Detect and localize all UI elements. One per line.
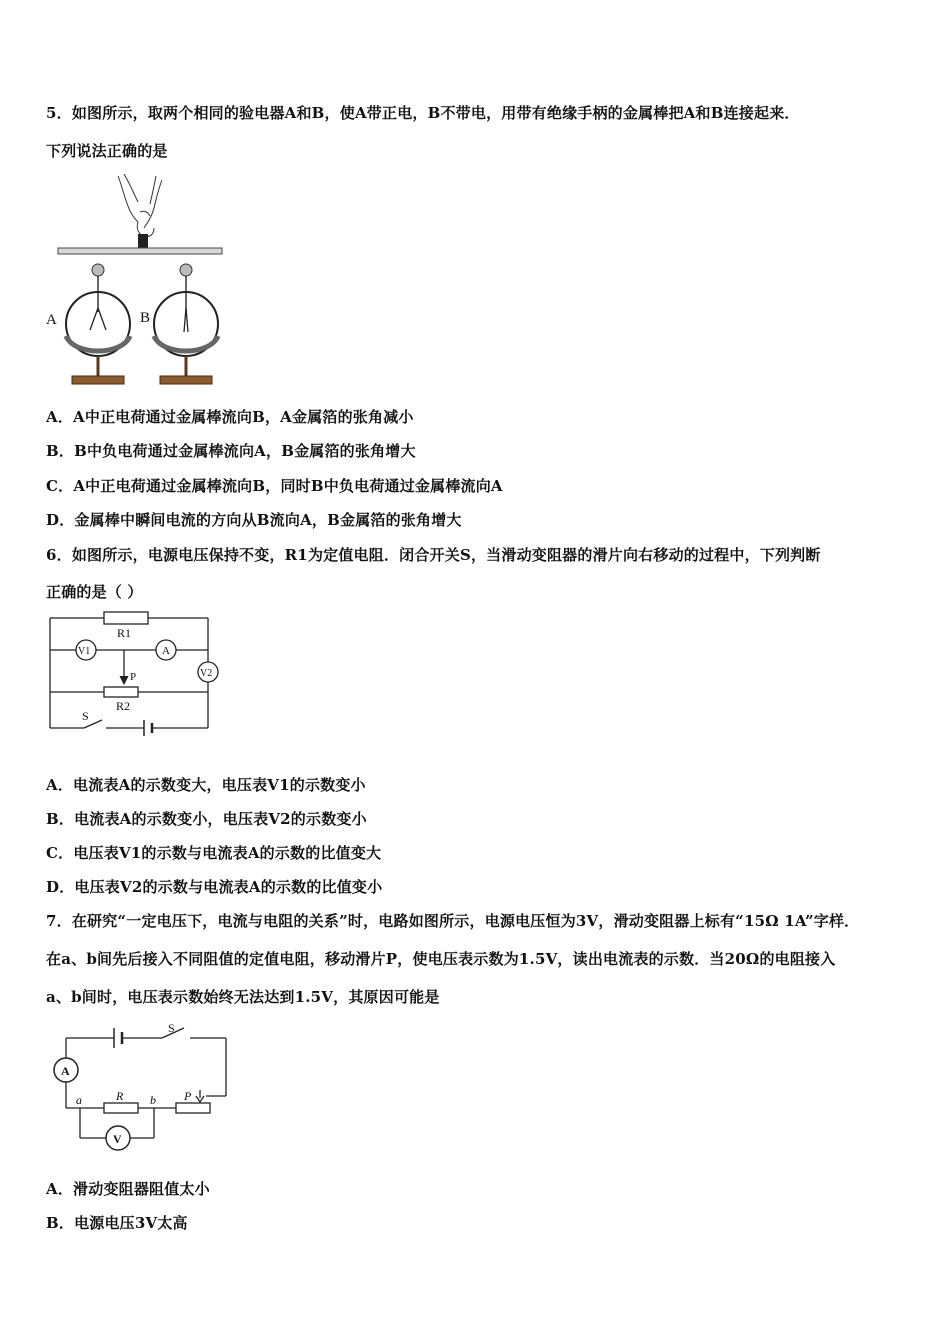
- q7-rheostat: [176, 1103, 210, 1113]
- q5-option-d: D．金属棒中瞬间电流的方向从B流向A，B金属箔的张角增大: [46, 511, 462, 529]
- q7-a-label: a: [76, 1093, 82, 1107]
- hand-illustration: [118, 174, 162, 237]
- q7-option-a: A．滑动变阻器阻值太小: [46, 1180, 210, 1198]
- q5-option-a: A．A中正电荷通过金属棒流向B，A金属箔的张角减小: [46, 408, 414, 426]
- q7-stem-line-3: a、b间时，电压表示数始终无法达到1.5V，其原因可能是: [46, 988, 440, 1006]
- q6-option-c: C．电压表V1的示数与电流表A的示数的比值变大: [46, 844, 382, 862]
- electroscope-a: [66, 264, 130, 384]
- q6-option-b: B．电流表A的示数变小，电压表V2的示数变小: [46, 810, 367, 828]
- q5-stem-line-1: 5．如图所示，取两个相同的验电器A和B，使A带正电，B不带电，用带有绝缘手柄的金属棒把A和B连接起来．: [46, 104, 800, 122]
- q7-slider-arrow: [196, 1090, 204, 1102]
- r1-label: R1: [117, 626, 132, 640]
- electroscope-b: [154, 264, 218, 384]
- electroscope-a-label: A: [46, 312, 57, 328]
- q7-ammeter-label: A: [61, 1064, 70, 1078]
- q5-option-b: B．B中负电荷通过金属棒流向A，B金属箔的张角增大: [46, 442, 416, 460]
- q6-circuit-figure: [44, 610, 224, 736]
- q6-option-d: D．电压表V2的示数与电流表A的示数的比值变小: [46, 878, 383, 896]
- q6-stem-line-1: 6．如图所示，电源电压保持不变，R1为定值电阻．闭合开关S，当滑动变阻器的滑片向右移动的过程中，下列判断: [46, 546, 821, 564]
- q7-circuit-figure: [50, 1020, 236, 1156]
- q6-stem-line-2: 正确的是（ ）: [46, 583, 143, 601]
- s-label: S: [82, 709, 89, 723]
- insulating-handle: [138, 234, 148, 248]
- q7-r-label: R: [116, 1089, 124, 1103]
- r2-label: R2: [116, 699, 131, 713]
- q7-option-b: B．电源电压3V太高: [46, 1214, 188, 1232]
- q6-option-a: A．电流表A的示数变大，电压表V1的示数变小: [46, 776, 366, 794]
- ammeter-a-label: A: [162, 645, 170, 657]
- q5-option-c: C．A中正电荷通过金属棒流向B，同时B中负电荷通过金属棒流向A: [46, 477, 503, 495]
- slider-arrow: [120, 676, 128, 684]
- q7-stem-line-1: 7．在研究“一定电压下，电流与电阻的关系”时，电路如图所示，电源电压恒为3V，滑动变阻器上标有“15Ω 1A”字样．: [46, 912, 860, 930]
- q7-b-label: b: [150, 1093, 156, 1107]
- v1-label: V1: [78, 646, 91, 657]
- q7-voltmeter-label: V: [113, 1132, 122, 1146]
- foil-b: [184, 308, 188, 332]
- q5-electroscope-figure: [44, 172, 230, 388]
- p-label: P: [130, 671, 137, 683]
- q7-s-label: S: [168, 1021, 175, 1035]
- q7-wires: [66, 1028, 226, 1138]
- rheostat-r2: [104, 687, 138, 697]
- resistor-r1: [104, 612, 148, 624]
- q7-p-label: P: [184, 1089, 192, 1103]
- q5-stem-line-2: 下列说法正确的是: [46, 142, 168, 160]
- metal-rod: [58, 248, 222, 254]
- v2-label: V2: [200, 668, 213, 679]
- q7-stem-line-2: 在a、b间先后接入不同阻值的定值电阻，移动滑片P，使电压表示数为1.5V，读出电流表的示数．当20Ω的电阻接入: [46, 950, 836, 968]
- resistor-r: [104, 1103, 138, 1113]
- electroscope-b-label: B: [140, 310, 151, 326]
